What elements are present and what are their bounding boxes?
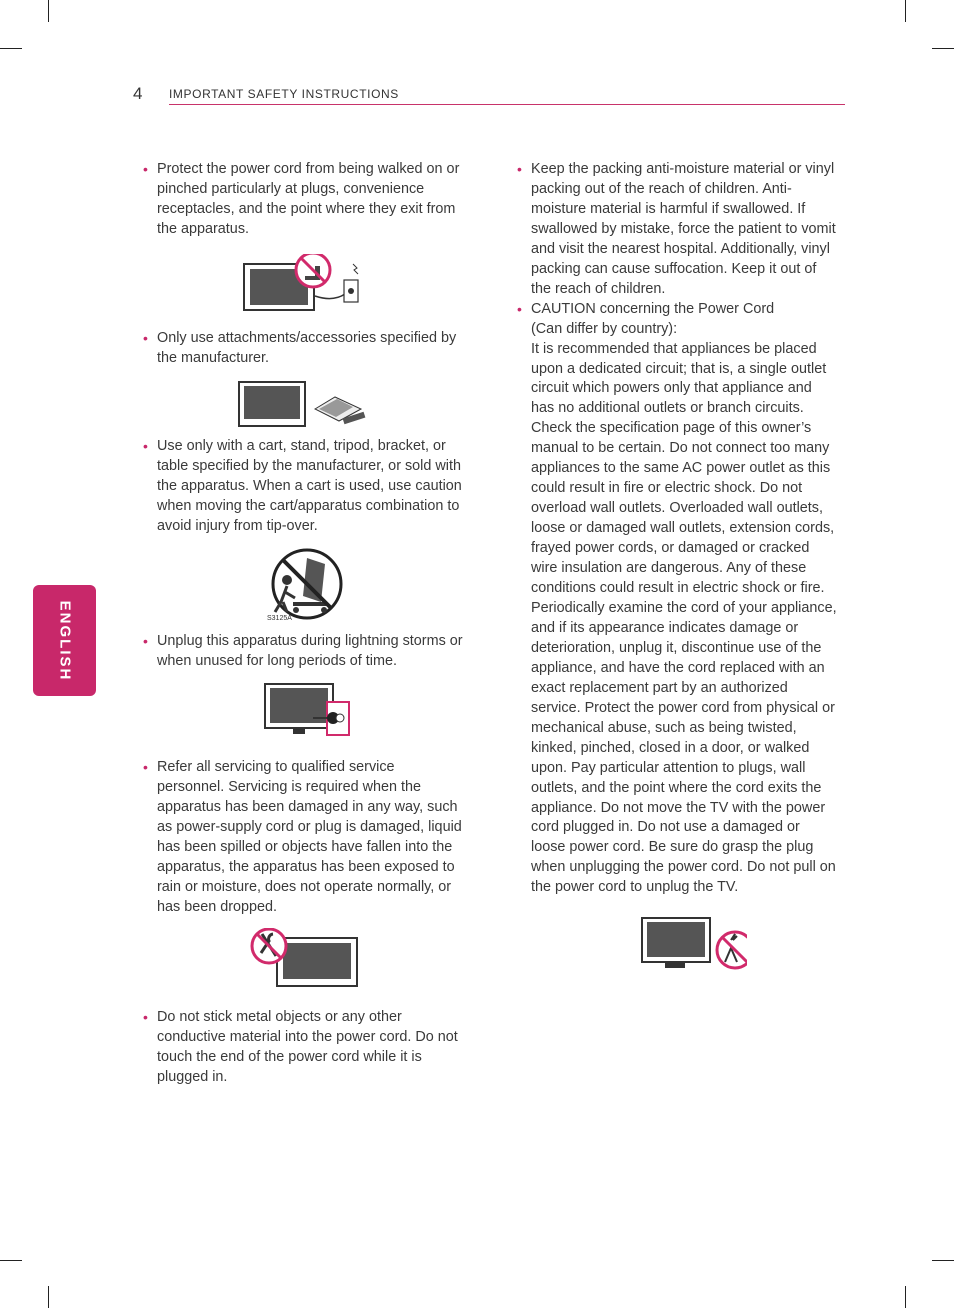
tv-unplug-icon — [233, 680, 373, 740]
list-item — [143, 1008, 463, 1088]
crop-mark — [932, 48, 954, 49]
crop-mark — [48, 1286, 49, 1308]
right-column — [517, 160, 837, 976]
list-item — [143, 758, 463, 918]
language-tab — [33, 585, 96, 696]
crop-mark — [48, 0, 49, 22]
tv-cord-no-step-icon — [233, 254, 373, 318]
left-column — [143, 160, 463, 1088]
list-item — [517, 160, 837, 300]
list-item — [143, 632, 463, 672]
crop-mark — [905, 1286, 906, 1308]
cart-tipover-warning-icon — [233, 546, 373, 622]
language-tab-label: ENGLISH — [56, 600, 73, 681]
list-item — [143, 329, 463, 369]
crop-mark — [0, 48, 22, 49]
list-item-text: • Refer all servicing to qualified service personnel. Servicing is required when the apparatus has been damaged in any way, such as power-supply cord or plug is damaged, liquid has been spilled or objects have fallen into the apparatus, the apparatus has been exposed to rain or moisture, does not operate normally, or has been dropped. — [157, 759, 462, 916]
list-item-text: • CAUTION concerning the Power Cord (Can differ by country): It is recommended that appliances be placed upon a dedicated circuit; that is, a single outlet circuit which powers only that appliance and has no additional outlets or branch circuits. Check the specification page of this owner’s manual to be certain. Do not connect too many appliances to the same AC power outlet as this could result in fire or electric shock. Do not overload wall outlets. Overloaded wall outlets, loose or damaged wall outlets, extension cords, frayed power cords, or damaged or cracked wire insulation are dangerous. Any of these conditions could result in electric shock or fire. Periodically examine the cord of your appliance, and if its appearance indicates damage or deterioration, unplug it, discontinue use of the appliance, and have the cord replaced with an exact replacement part by an authorized service. Protect the power cord from physical or mechanical abuse, such as being twisted, kinked, pinched, closed in a door, or walked upon. Pay particular attention to plugs, wall outlets, and the point where the cord exits the appliance. Do not move the TV with the power cord plugged in. Do not use a damaged or loose power cord. Be sure do grasp the plug when unplugging the power cord. Do not pull on the power cord to unplug the TV. — [531, 300, 837, 896]
figure-label: S3125A — [267, 615, 292, 623]
list-item-text: • Use only with a cart, stand, tripod, bracket, or table specified by the manufacturer, or sold with the apparatus. When a cart is used, use caution when moving the cart/apparatus combination to avoid injury from tip-over. — [157, 437, 462, 534]
page-header — [133, 84, 845, 106]
list-item — [517, 300, 837, 899]
tv-damaged-cord-icon — [607, 916, 747, 976]
list-item-text: • Keep the packing anti-moisture material or vinyl packing out of the reach of children. Anti-moisture material is harmful if swallowed. If swallowed by mistake, force the patient to vomit and visit the nearest hospital. Additionally, vinyl packing can cause suffocation. Keep it out of the reach of children. — [531, 161, 836, 297]
tv-no-service-icon — [233, 928, 373, 990]
section-title: IMPORTANT SAFETY INSTRUCTIONS — [169, 87, 399, 101]
list-item-text: • Unplug this apparatus during lightning storms or when unused for long periods of time. — [157, 633, 463, 670]
list-item-text: • Protect the power cord from being walked on or pinched particularly at plugs, convenience receptacles, and the point where they exit from the apparatus. — [157, 161, 460, 237]
crop-mark — [932, 1260, 954, 1261]
list-item — [143, 160, 463, 240]
crop-mark — [0, 1260, 22, 1261]
page-number: 4 — [133, 84, 143, 103]
header-divider — [169, 104, 845, 105]
list-item-text: • Only use attachments/accessories specified by the manufacturer. — [157, 329, 457, 366]
tv-accessories-icon — [233, 379, 373, 429]
list-item — [143, 437, 463, 537]
crop-mark — [905, 0, 906, 22]
list-item-text: • Do not stick metal objects or any other conductive material into the power cord. Do not touch the end of the power cord while it is plugged in. — [157, 1009, 458, 1085]
